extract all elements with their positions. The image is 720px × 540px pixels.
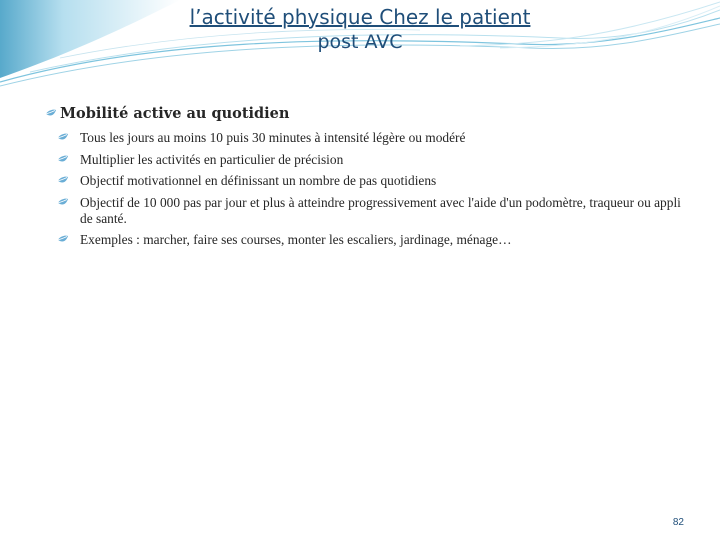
page-number: 82 — [672, 517, 684, 528]
slide-title — [0, 4, 720, 54]
list-item — [80, 195, 684, 227]
list-item-text: Exemples : marcher, faire ses courses, monter les escaliers, jardinage, ménage… — [80, 232, 512, 247]
title-line-2: post AVC — [317, 31, 403, 53]
bullet-list — [44, 130, 684, 248]
list-item-text: Tous les jours au moins 10 puis 30 minutes à intensité légère ou modéré — [80, 130, 466, 145]
title-line-1: l’activité physique Chez le patient — [189, 5, 531, 29]
list-item — [80, 130, 684, 146]
list-item — [80, 173, 684, 189]
list-item — [80, 232, 684, 248]
leaf-bullet-icon — [56, 195, 70, 211]
leaf-bullet-icon — [56, 232, 70, 248]
section-heading-text: Mobilité active au quotidien — [60, 105, 290, 122]
list-item-text: Multiplier les activités en particulier de précision — [80, 151, 344, 167]
section-heading — [44, 103, 684, 125]
list-item — [80, 152, 684, 168]
slide-content — [44, 103, 684, 254]
list-item-text: Objectif de 10 000 pas par jour et plus à atteindre progressivement avec l'aide d'un podomètre, traqueur ou appli de santé. — [80, 194, 681, 226]
leaf-bullet-icon — [44, 103, 58, 125]
leaf-bullet-icon — [56, 152, 70, 168]
list-item-text: Objectif motivationnel en définissant un nombre de pas quotidiens — [80, 173, 437, 188]
leaf-bullet-icon — [56, 130, 70, 146]
leaf-bullet-icon — [56, 173, 70, 189]
